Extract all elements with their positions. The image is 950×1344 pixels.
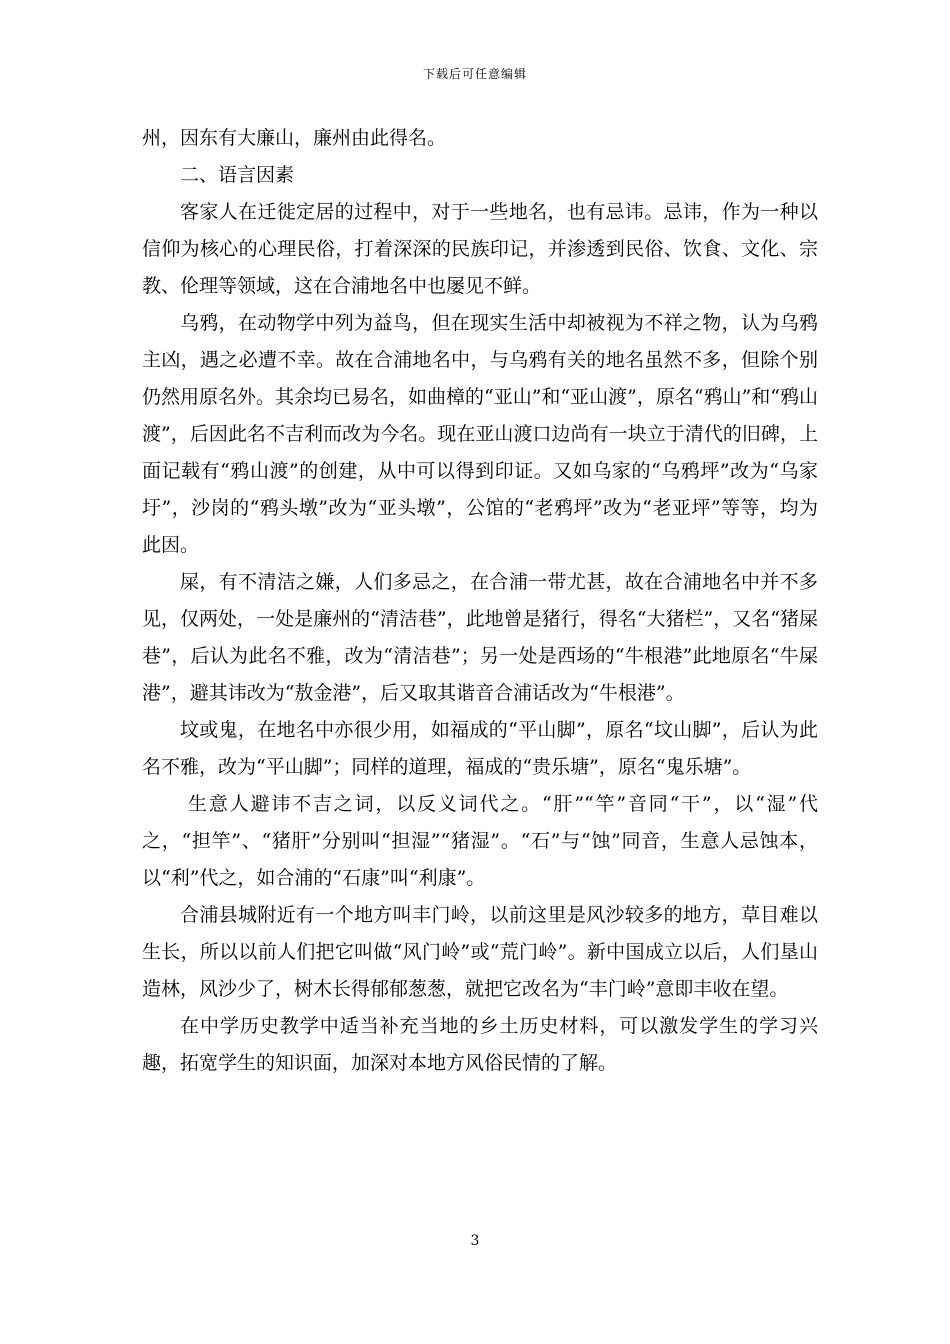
paragraph: 乌鸦，在动物学中列为益鸟，但在现实生活中却被视为不祥之物，认为乌鸦主凶，遇之必遭不幸。故在合浦地名中，与乌鸦有关的地名虽然不多，但除个别仍然用原名外。其余均已易名，如曲樟的“亚山”和“亚山渡”，原名“鸦山”和“鸦山渡”，后因此名不吉利而改为今名。现在亚山渡口边尚有一块立于清代的旧碑，上面记载有“鸦山渡”的创建，从中可以得到印证。又如乌家的“乌鸦坪”改为“乌家圩”，沙岗的“鸦头墩”改为“亚头墩”，公馆的“老鸦坪”改为“老亚坪”等等，均为此因。	[142, 312, 818, 556]
section-heading: 二、语言因素	[180, 164, 295, 186]
paragraph: 屎，有不清洁之嫌，人们多忌之，在合浦一带尤甚，故在合浦地名中并不多见，仅两处，一处是廉州的“清洁巷”，此地曾是猪行，得名“大猪栏”，又名“猪屎巷”，后认为此名不雅，改为“清洁巷”；另一处是西场的“牛根港”此地原名“牛屎港”，避其讳改为“敖金港”，后又取其谐音合浦话改为“牛根港”。	[142, 571, 818, 704]
paragraph: 客家人在迁徙定居的过程中，对于一些地名，也有忌讳。忌讳，作为一种以信仰为核心的心理民俗，打着深深的民族印记，并渗透到民俗、饮食、文化、宗教、伦理等领域，这在合浦地名中也屡见不鲜。	[142, 201, 818, 297]
paragraph-continuation: 州，因东有大廉山，廉州由此得名。	[142, 127, 447, 149]
paragraph: 坟或鬼，在地名中亦很少用，如福成的“平山脚”，原名“坟山脚”，后认为此名不雅，改为“平山脚”；同样的道理，福成的“贵乐塘”，原名“鬼乐塘”。	[142, 719, 818, 778]
paragraph: 生意人避讳不吉之词，以反义词代之。“肝”“竿”音同“干”，以“湿”代之，“担竿”、“猪肝”分别叫“担湿”“猪湿”。“石”与“蚀”同音，生意人忌蚀本，以“利”代之，如合浦的“石康”叫“利康”。	[142, 793, 818, 889]
paragraph: 合浦县城附近有一个地方叫丰门岭，以前这里是风沙较多的地方，草目难以生长，所以以前人们把它叫做“风门岭”或“荒门岭”。新中国成立以后，人们垦山造林，风沙少了，树木长得郁郁葱葱，就把它改名为“丰门岭”意即丰收在望。	[142, 904, 818, 1000]
page-header: 下载后可任意编辑	[422, 67, 527, 81]
document-body	[142, 120, 818, 1082]
paragraph: 在中学历史教学中适当补充当地的乡土历史材料，可以激发学生的学习兴趣，拓宽学生的知识面，加深对本地方风俗民情的了解。	[142, 1015, 818, 1074]
page-number: 3	[470, 1233, 480, 1249]
